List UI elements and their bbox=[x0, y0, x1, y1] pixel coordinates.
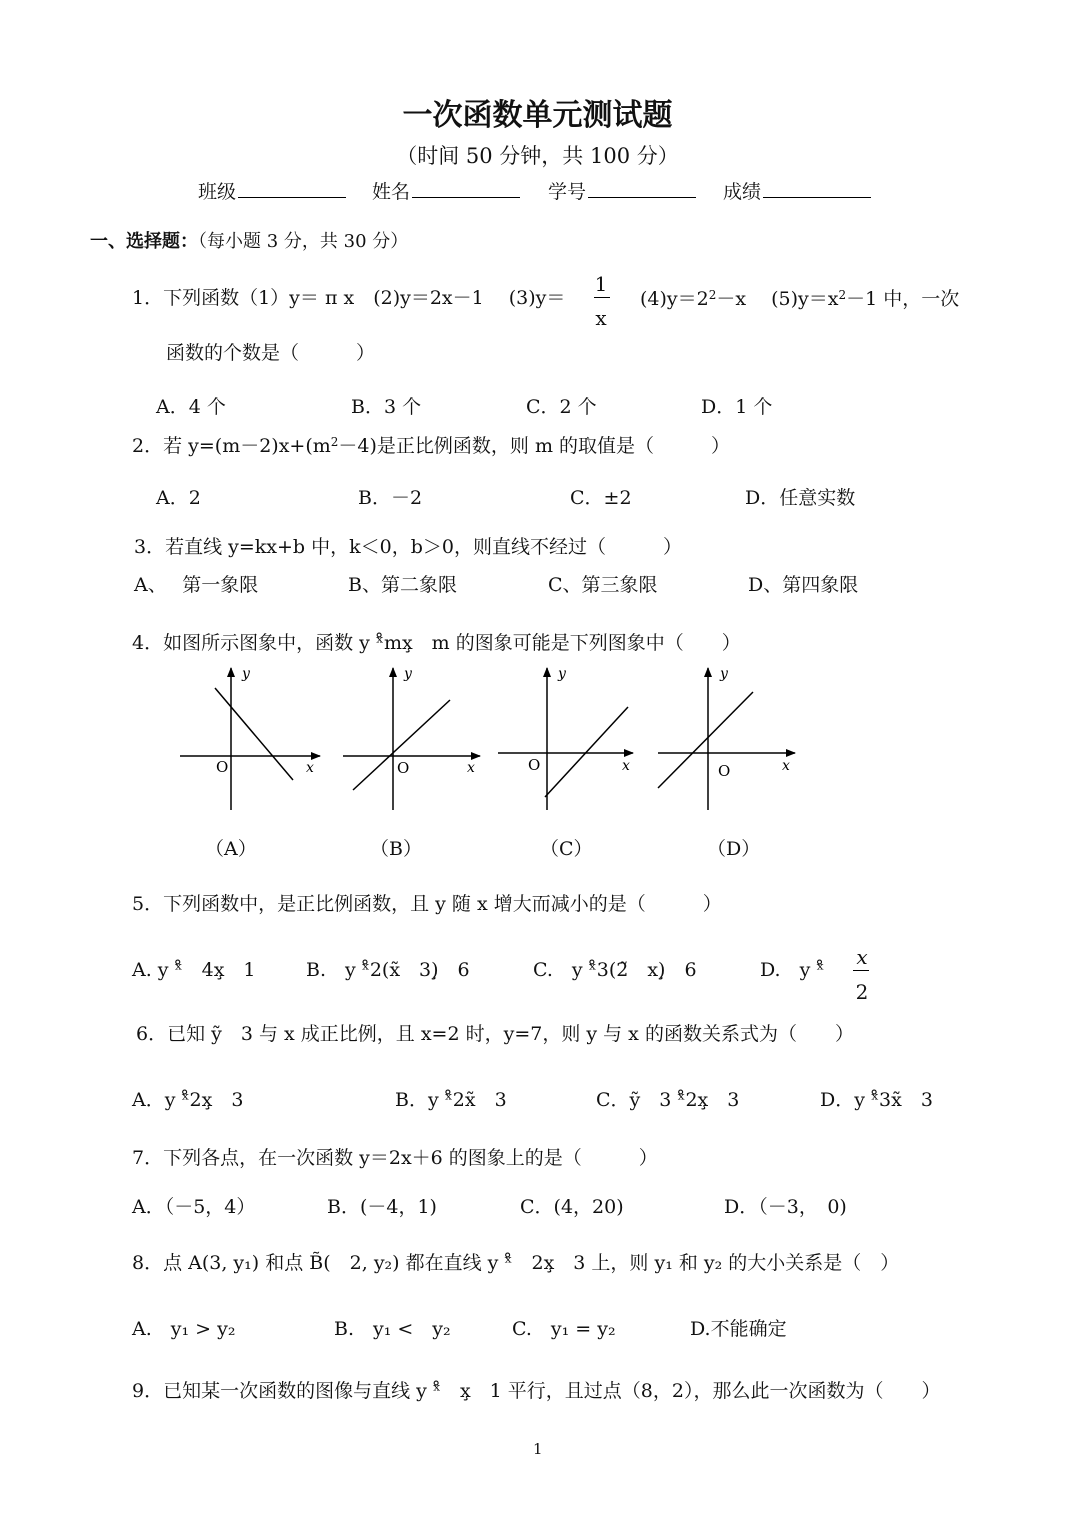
q6-option-c[interactable]: C．ỹ 3 ˣ̊2x̧ 3 bbox=[596, 1089, 740, 1111]
page-title: 一次函数单元测试题 bbox=[402, 98, 673, 133]
q6-option-b[interactable]: B．y ˣ̊2x̃ 3 bbox=[395, 1089, 507, 1111]
graph-c-y-label: y bbox=[558, 666, 566, 682]
question-4-stem: 4．如图所示图象中，函数 y ˣ̊mx̧ m 的图象可能是下列图象中（ ） bbox=[132, 632, 741, 654]
q2-option-c[interactable]: C．±2 bbox=[570, 487, 632, 509]
q1-fraction-denominator: x bbox=[595, 306, 607, 330]
field-name-label: 姓名 bbox=[372, 181, 411, 203]
q4-label-a[interactable]: （A） bbox=[205, 838, 257, 860]
graph-b-y-label: y bbox=[404, 666, 412, 682]
field-student-id bbox=[548, 183, 696, 202]
graph-b-origin: O bbox=[397, 759, 410, 777]
section-title: 一、选择题： bbox=[90, 231, 198, 252]
field-name-blank[interactable] bbox=[412, 197, 520, 198]
field-student-id-blank[interactable] bbox=[588, 197, 696, 198]
q4-label-d[interactable]: （D） bbox=[707, 838, 761, 860]
graph-d-x-label: x bbox=[782, 758, 790, 774]
field-class bbox=[198, 183, 346, 202]
q1-stem-c-text: －x (5)y＝x bbox=[716, 288, 839, 310]
field-score-blank[interactable] bbox=[763, 197, 871, 198]
q4-label-c[interactable]: （C） bbox=[540, 838, 593, 860]
question-6-stem: 6．已知 ỹ 3 与 x 成正比例，且 x=2 时，y=7，则 y 与 x 的函数关系式为（ ） bbox=[136, 1023, 854, 1045]
q7-option-c[interactable]: C．(4，20) bbox=[520, 1196, 624, 1218]
q1-option-d[interactable]: D．1 个 bbox=[701, 396, 773, 418]
question-8-stem: 8．点 A(3, y₁) 和点 B̃( 2, y₂) 都在直线 y ˣ̊ 2x̧ 3 上，则 y₁ 和 y₂ 的大小关系是（ ） bbox=[132, 1252, 900, 1274]
field-score-label: 成绩 bbox=[723, 181, 762, 203]
section-note: （每小题 3 分，共 30 分） bbox=[198, 231, 409, 252]
graph-c-x-label: x bbox=[622, 758, 630, 774]
graph-c bbox=[498, 666, 633, 810]
q1-option-b[interactable]: B．3 个 bbox=[351, 396, 422, 418]
question-5-stem: 5．下列函数中，是正比例函数，且 y 随 x 增大而减小的是（ ） bbox=[132, 893, 722, 915]
question-1-stem-a: 1．下列函数（1）y＝ π x (2)y＝2x－1 (3)y＝ bbox=[132, 287, 566, 309]
q8-option-c[interactable]: C. y₁ = y₂ bbox=[512, 1318, 616, 1340]
q6-option-d[interactable]: D．y ˣ̊3x̃ 3 bbox=[820, 1089, 933, 1111]
q4-label-b[interactable]: （B） bbox=[370, 838, 422, 860]
question-3-stem: 3．若直线 y=kx+b 中，k＜0，b＞0，则直线不经过（ ） bbox=[134, 536, 682, 558]
q5-option-c[interactable]: C. y ˣ̊3(2̃ x)̧ 6 bbox=[533, 959, 697, 981]
field-student-id-label: 学号 bbox=[548, 181, 587, 203]
q7-option-d[interactable]: D．（－3， 0) bbox=[724, 1196, 847, 1218]
q1-stem-b-sup: 2 bbox=[708, 288, 717, 302]
q3-option-c[interactable]: C、第三象限 bbox=[548, 574, 658, 596]
graph-d bbox=[658, 666, 795, 810]
q5-d-denominator: 2 bbox=[855, 980, 869, 1004]
question-7-stem: 7．下列各点，在一次函数 y＝2x＋6 的图象上的是（ ） bbox=[132, 1147, 658, 1169]
q7-option-a[interactable]: A．（－5，4） bbox=[132, 1196, 256, 1218]
question-9-stem: 9．已知某一次函数的图像与直线 y ˣ̊ x̧ 1 平行，且过点（8，2），那么此一次函数为（ ） bbox=[132, 1380, 941, 1402]
q2-option-b[interactable]: B．－2 bbox=[358, 487, 423, 509]
graph-b-x-label: x bbox=[467, 760, 475, 776]
q8-option-d[interactable]: D.不能确定 bbox=[690, 1318, 787, 1340]
question-1-stem-b bbox=[640, 289, 959, 309]
q1-fraction-numerator: 1 bbox=[594, 272, 608, 296]
q3-option-d[interactable]: D、第四象限 bbox=[748, 574, 859, 596]
q1-fraction-bar bbox=[594, 297, 610, 298]
q2-sup: 2 bbox=[330, 435, 339, 449]
q3-option-b[interactable]: B、第二象限 bbox=[348, 574, 457, 596]
graph-d-origin: O bbox=[718, 762, 731, 780]
graph-a-y-label: y bbox=[242, 666, 250, 682]
graph-a-x-label: x bbox=[306, 760, 314, 776]
field-class-blank[interactable] bbox=[238, 197, 346, 198]
q3-option-a[interactable]: A、 第一象限 bbox=[134, 574, 259, 596]
q8-option-b[interactable]: B. y₁ < y₂ bbox=[334, 1318, 451, 1340]
graph-a-origin: O bbox=[216, 758, 229, 776]
q5-option-b[interactable]: B. y ˣ̊2(x̃ 3)̧ 6 bbox=[306, 959, 470, 981]
q7-option-b[interactable]: B．(－4，1) bbox=[327, 1196, 437, 1218]
q2-option-a[interactable]: A．2 bbox=[156, 487, 201, 509]
q1-option-a[interactable]: A．4 个 bbox=[156, 396, 226, 418]
graph-d-y-label: y bbox=[720, 666, 728, 682]
q1-stem-c-sup: 2 bbox=[838, 288, 847, 302]
q1-stem-b-text: (4)y＝2 bbox=[640, 288, 709, 310]
field-score bbox=[723, 183, 871, 202]
q5-d-numerator: x bbox=[856, 945, 868, 969]
question-1-line-2: 函数的个数是（ ） bbox=[166, 342, 376, 364]
q5-option-d[interactable]: D. y ˣ̊ bbox=[760, 959, 825, 981]
q2-stem-end: －4)是正比例函数，则 m 的取值是（ ） bbox=[338, 435, 731, 457]
q2-option-d[interactable]: D．任意实数 bbox=[745, 487, 856, 509]
section-heading bbox=[90, 232, 408, 251]
graph-b bbox=[343, 666, 480, 810]
q6-option-a[interactable]: A．y ˣ̊2x̧ 3 bbox=[132, 1089, 244, 1111]
q1-stem-d-text: －1 中，一次 bbox=[846, 288, 960, 310]
q8-option-a[interactable]: A. y₁ > y₂ bbox=[132, 1318, 236, 1340]
question-2-stem bbox=[132, 436, 730, 456]
page-number: 1 bbox=[533, 1440, 543, 1458]
q5-option-a[interactable]: A. y ˣ̊ 4x̧ 1 bbox=[132, 959, 256, 981]
graph-a bbox=[180, 666, 320, 810]
page-subtitle: （时间 50 分钟，共 100 分） bbox=[396, 144, 679, 168]
graph-c-origin: O bbox=[528, 756, 541, 774]
q1-option-c[interactable]: C．2 个 bbox=[526, 396, 597, 418]
q2-stem-text: 2．若 y=(m－2)x+(m bbox=[132, 435, 331, 457]
field-name bbox=[372, 183, 520, 202]
field-class-label: 班级 bbox=[198, 181, 237, 203]
q5-d-fraction-bar bbox=[853, 970, 869, 971]
